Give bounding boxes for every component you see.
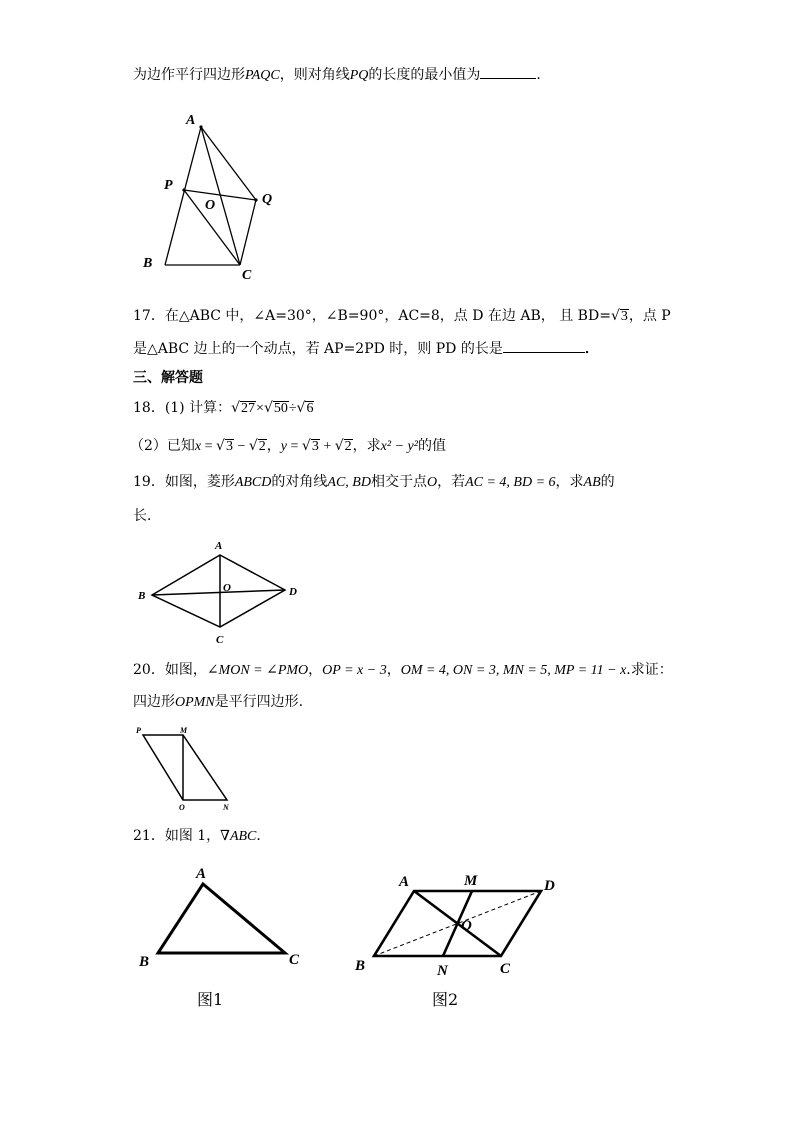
q18-text: ，求 <box>352 438 381 454</box>
q18-op: = <box>201 439 217 454</box>
q19-text: 的 <box>600 474 615 490</box>
q18-part2: （2）已知x = √3 − √2，y = √3 + √2，求x² − y²的值 <box>130 438 446 454</box>
fig21-2-label-d: D <box>544 878 555 894</box>
q18-sqrt-6: 6 <box>306 401 314 416</box>
q18-text: 的值 <box>417 438 446 454</box>
q20-math: ∠MON = ∠PMO <box>206 663 309 678</box>
q19-math: O <box>426 475 438 490</box>
q19-text: 的对角线 <box>271 474 328 490</box>
q16-math-paqc: PAQC <box>245 68 280 83</box>
q19-math: ABCD <box>234 475 272 490</box>
q18-sqrt: 3 <box>225 439 233 454</box>
fig21-2-label-c: C <box>500 961 511 977</box>
q19-text: ，若 <box>437 474 466 490</box>
q19-math: AB <box>583 475 601 490</box>
q19-line2: 长． <box>133 508 161 524</box>
q17-line1: 17．在△ABC 中，∠A=30°，∠B=90°，AC=8，点 D 在边 AB， 且 BD=√3，点 P <box>133 308 671 324</box>
q18-op: = <box>287 439 302 454</box>
fig20-label-p: P <box>136 726 141 735</box>
q19-text: ，求 <box>555 474 584 490</box>
q18-sqrt: 3 <box>311 439 319 454</box>
fig19-label-o: O <box>223 582 231 594</box>
fig16-label-a: A <box>186 113 196 128</box>
q18-var-x: x <box>194 439 202 454</box>
q16-end: ． <box>536 67 551 83</box>
q20-text: ， <box>386 662 401 678</box>
fig21-2-label-n: N <box>437 963 448 979</box>
fig21-1-label-b: B <box>139 954 150 970</box>
q18-text: ， <box>266 438 281 454</box>
fig21-2-label-b: B <box>355 958 366 974</box>
q18-sqrt: 2 <box>258 439 266 454</box>
q18-part1: 18．(1) 计算：√27×√50÷√6 <box>133 400 314 416</box>
q21-math: ∇ABC <box>220 829 257 844</box>
q19-math: AC = 4, BD = 6 <box>465 475 556 490</box>
q18-text: （2）已知 <box>130 438 195 454</box>
fig20-label-o: O <box>179 803 185 812</box>
fig21-2-label-o: O <box>461 918 472 934</box>
q16-text: 为边作平行四边形 <box>133 67 245 83</box>
q19-text: 相交于点 <box>370 474 427 490</box>
fig19-label-d: D <box>289 586 297 598</box>
fig16-label-o: O <box>205 198 216 213</box>
q17-text: ，点 P <box>628 308 671 324</box>
fig16-label-p: P <box>164 178 173 193</box>
q20-text: .求证： <box>626 662 673 678</box>
q20-text: 20．如图， <box>133 662 207 678</box>
fig16-label-q: Q <box>262 192 273 207</box>
fig20-label-m: M <box>180 726 188 735</box>
q18-op: − <box>233 439 249 454</box>
q16-text: 的长度的最小值为 <box>368 67 481 83</box>
q21-text: 21．如图 1， <box>133 828 221 844</box>
q18-var-y: y <box>280 439 288 454</box>
q18-sqrt-50: 50 <box>273 401 288 416</box>
fig21-2-caption: 图2 <box>432 990 459 1009</box>
fig19-label-c: C <box>216 634 224 646</box>
fig21-1-label-c: C <box>289 952 300 968</box>
q17-sqrt-3: 3 <box>620 309 628 324</box>
q18-op: + <box>319 439 335 454</box>
q20-text: 四边形 <box>133 694 175 710</box>
q19-math: AC, BD <box>327 475 371 490</box>
fig19-label-b: B <box>138 590 146 602</box>
q20-math: OPMN <box>175 695 215 710</box>
fig21-2-label-a: A <box>399 874 410 890</box>
q18-op: ÷ <box>288 401 297 416</box>
fig21-1-label-a: A <box>196 866 207 882</box>
q18-expr: x² − y² <box>380 439 418 454</box>
section-3-title: 三、解答题 <box>133 370 203 386</box>
q18-sqrt-27: 27 <box>241 401 256 416</box>
fig19-label-a: A <box>215 540 223 552</box>
q20-text: 是平行四边形. <box>214 694 304 710</box>
fig21-2-label-m: M <box>464 873 478 889</box>
q20-text: ， <box>308 662 323 678</box>
q20-math: OP = x − 3 <box>322 663 387 678</box>
q18-text: 18．(1) 计算： <box>133 400 232 416</box>
q17-text: 17．在△ABC 中，∠A=30°，∠B=90°，AC=8，点 D 在边 AB， 且 BD= <box>133 308 611 324</box>
q19-text: 19．如图，菱形 <box>133 474 235 490</box>
fig16-label-b: B <box>143 256 153 271</box>
fig20-label-n: N <box>223 803 229 812</box>
q16-text: ，则对角线 <box>279 67 350 83</box>
q21-text: ． <box>256 828 271 844</box>
fig21-1-caption: 图1 <box>197 990 224 1009</box>
q17-text: 是△ABC 边上的一个动点，若 AP=2PD 时，则 PD 的长是 <box>133 341 503 357</box>
q18-sqrt: 2 <box>344 439 352 454</box>
q17-end: ． <box>584 341 599 357</box>
q20-math: OM = 4, ON = 3, MN = 5, MP = 11 − x <box>400 663 627 678</box>
q16-math-pq: PQ <box>349 68 369 83</box>
fig16-label-c: C <box>242 268 252 283</box>
q18-op: × <box>256 401 264 416</box>
